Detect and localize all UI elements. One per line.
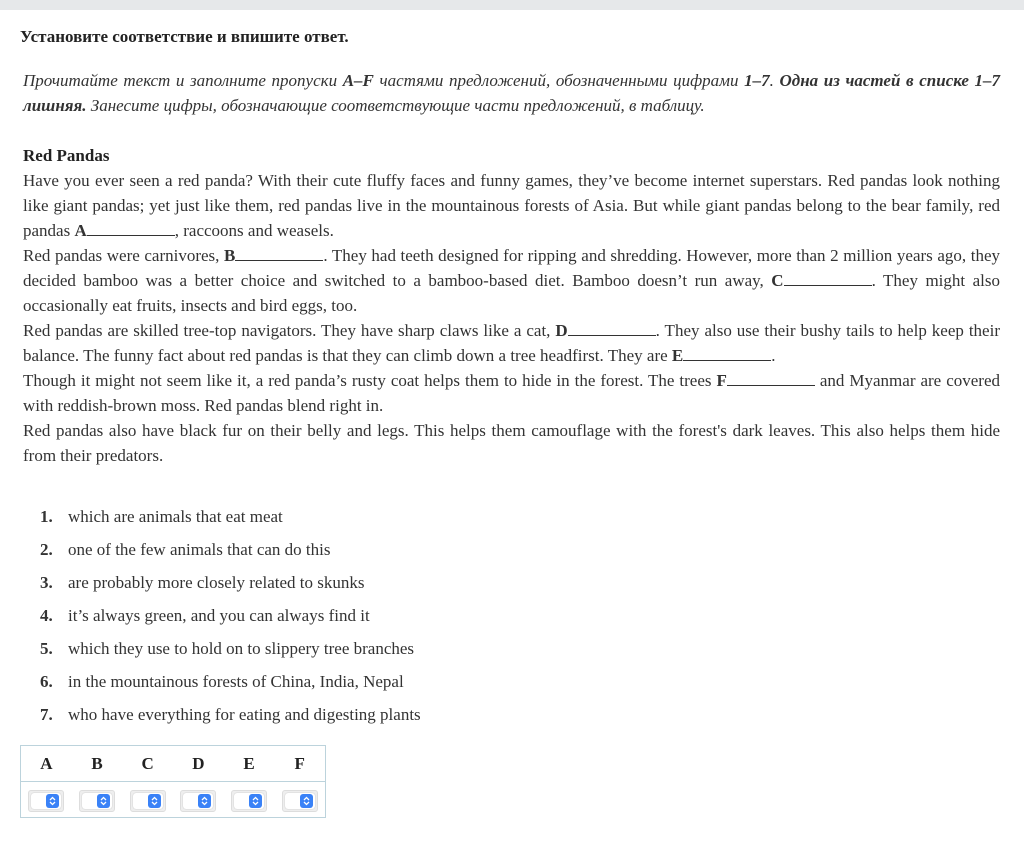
option-text: in the mountainous forests of China, India, Nepal [68, 672, 404, 691]
passage-paragraph-4 [23, 368, 1000, 418]
option-item [40, 669, 421, 702]
passage-text: Have you ever seen a red panda? With their cute fluffy faces and funny games, they’ve become internet superstars. Red pandas look nothing like giant pandas; yet just like them, red pandas live in the mountainous forests of Asia. But while giant pandas belong to the bear family, red pandas [23, 171, 1000, 240]
passage-paragraph-2 [23, 243, 1000, 318]
gap-e-letter: E [671, 346, 684, 365]
answer-select-c[interactable] [130, 790, 166, 812]
answer-header-e: E [243, 754, 255, 773]
answer-select-f[interactable] [282, 790, 318, 812]
passage-text: Red pandas are skilled tree-top navigators. They have sharp claws like a cat, [23, 321, 556, 340]
task-instruction [23, 68, 1000, 118]
gap-b-blank [235, 246, 323, 261]
chevron-up-down-icon [198, 794, 211, 808]
option-number: 2. [40, 540, 53, 559]
instruction-nums: 1–7 [744, 71, 770, 90]
answer-header-a: A [40, 754, 53, 773]
passage-paragraph-1 [23, 168, 1000, 243]
gap-c-letter: C [771, 271, 784, 290]
answer-table-row [21, 782, 325, 819]
passage-text: Though it might not seem like it, a red panda’s rusty coat helps them to hide in the forest. The trees [23, 371, 717, 390]
option-item [40, 702, 421, 735]
passage-text: Red pandas were carnivores, [23, 246, 225, 265]
chevron-up-down-icon [97, 794, 110, 808]
select-field [183, 793, 213, 809]
passage-text: and Myanmar are covered with reddish-brown moss. Red pandas blend right in. [23, 371, 1001, 415]
answer-header-d: D [192, 754, 205, 773]
chevron-up-down-icon [249, 794, 262, 808]
passage-paragraph-5: Red pandas also have black fur on their belly and legs. This helps them camouflage with the forest's dark leaves. This also helps them hide from their predators. [23, 421, 1000, 465]
answer-table [20, 745, 326, 818]
answer-header-c: C [141, 754, 154, 773]
option-text: who have everything for eating and digesting plants [68, 705, 421, 724]
option-number: 1. [40, 507, 53, 526]
option-text: which they use to hold on to slippery tree branches [68, 639, 415, 658]
passage-title: Red Pandas [23, 146, 110, 165]
option-number: 4. [40, 606, 53, 625]
select-field [285, 793, 315, 809]
gap-e-blank [683, 346, 771, 361]
chevron-up-down-icon [300, 794, 313, 808]
instruction-bold-note: Одна из частей в списке 1–7 лишняя. [23, 71, 1001, 115]
answer-cell-b [72, 790, 123, 812]
option-text: it’s always green, and you can always find it [68, 606, 370, 625]
select-field [31, 793, 61, 809]
reading-passage [23, 143, 1000, 468]
option-item [40, 537, 421, 570]
chevron-up-down-icon [46, 794, 59, 808]
select-field [82, 793, 112, 809]
gap-d-letter: D [555, 321, 568, 340]
passage-text: , raccoons and weasels. [174, 221, 334, 240]
gap-a-blank [87, 221, 175, 236]
task-heading: Установите соответствие и впишите ответ. [20, 27, 349, 46]
instruction-text-3: . [769, 71, 780, 90]
gap-d-blank [568, 321, 656, 336]
answer-select-a[interactable] [28, 790, 64, 812]
gap-f-blank [727, 371, 815, 386]
option-text: which are animals that eat meat [68, 507, 283, 526]
option-text: one of the few animals that can do this [68, 540, 331, 559]
option-number: 3. [40, 573, 53, 592]
option-item [40, 504, 421, 537]
option-item [40, 570, 421, 603]
answer-table-header [21, 746, 325, 782]
passage-text: . They had teeth designed for ripping and shredding. However, more than 2 million years ago, they decided bamboo was a better choice and switched to a bamboo-based diet. Bamboo doesn’t run away, [23, 246, 1000, 290]
select-field [133, 793, 163, 809]
gap-f-letter: F [716, 371, 727, 390]
answer-select-b[interactable] [79, 790, 115, 812]
chevron-up-down-icon [148, 794, 161, 808]
instruction-text-4: Занесите цифры, обозначающие соответствующие части предложений, в таблицу. [86, 96, 705, 115]
top-bar [0, 0, 1024, 10]
options-list [40, 504, 421, 735]
passage-text: . They also use their bushy tails to help keep their balance. The funny fact about red pandas is that they can climb down a tree headfirst. They are [23, 321, 1000, 365]
passage-text: . [771, 346, 776, 365]
answer-header-b: B [91, 754, 103, 773]
answer-cell-a [21, 790, 72, 812]
gap-b-letter: B [224, 246, 236, 265]
option-number: 5. [40, 639, 53, 658]
answer-select-e[interactable] [231, 790, 267, 812]
instruction-text-1: Прочитайте текст и заполните пропуски [23, 71, 343, 90]
option-text: are probably more closely related to skunks [68, 573, 365, 592]
instruction-text-2: частями предложений, обозначенными цифрами [373, 71, 745, 90]
passage-text: . They might also occasionally eat fruits, insects and bird eggs, too. [23, 271, 1000, 315]
answer-select-d[interactable] [180, 790, 216, 812]
gap-a-letter: A [74, 221, 87, 240]
answer-header-f: F [294, 754, 305, 773]
answer-cell-c [122, 790, 173, 812]
answer-cell-e [224, 790, 275, 812]
answer-cell-f [274, 790, 325, 812]
option-number: 7. [40, 705, 53, 724]
select-field [234, 793, 264, 809]
option-number: 6. [40, 672, 53, 691]
passage-paragraph-3 [23, 318, 1000, 368]
option-item [40, 603, 421, 636]
option-item [40, 636, 421, 669]
instruction-gaps: A–F [342, 71, 374, 90]
gap-c-blank [784, 271, 872, 286]
answer-cell-d [173, 790, 224, 812]
